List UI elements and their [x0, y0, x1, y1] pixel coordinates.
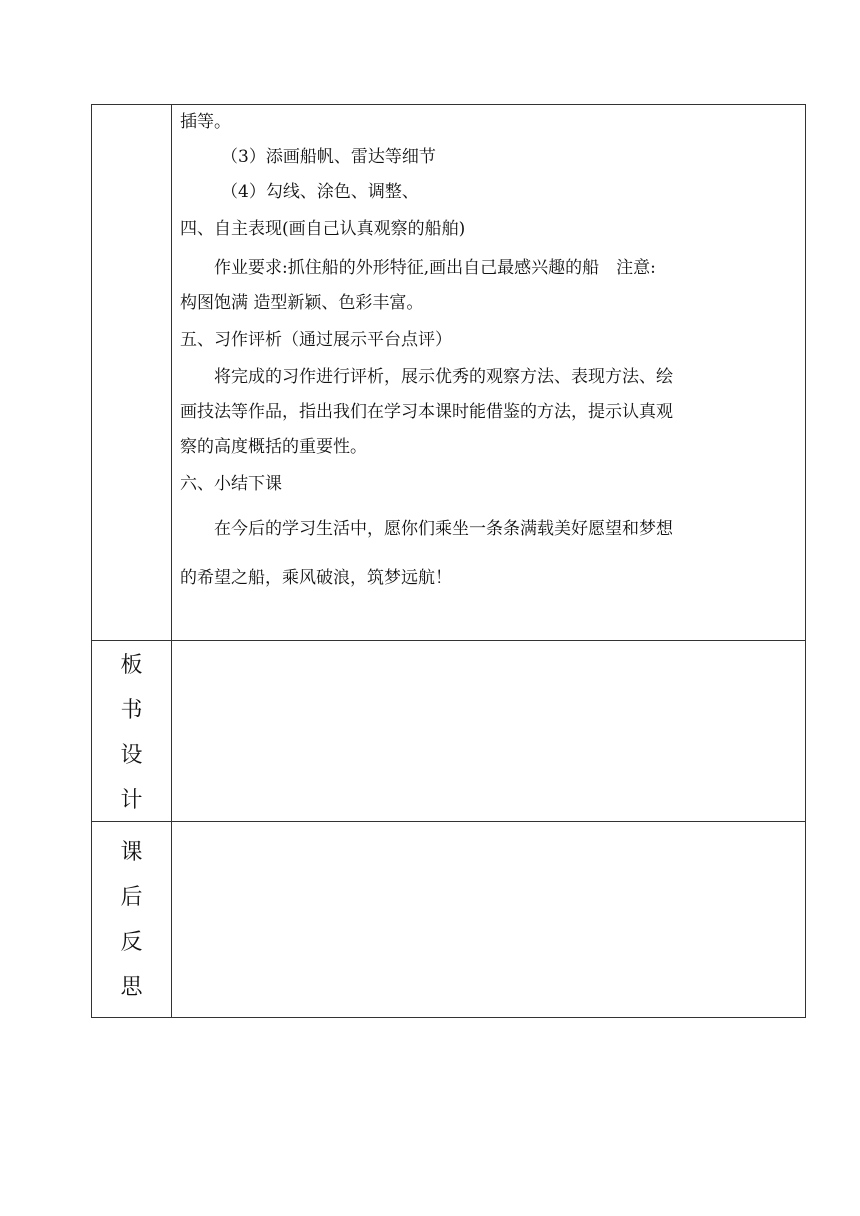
label-char: 计 — [120, 788, 143, 813]
content-line: 在今后的学习生活中，愿你们乘坐一条条满载美好愿望和梦想 — [214, 519, 673, 539]
content-line: 的希望之船，乘风破浪，筑梦远航！ — [180, 568, 452, 588]
section-heading-6: 六、小结下课 — [180, 474, 282, 494]
content-line: 画技法等作品，指出我们在学习本课时能借鉴的方法，提示认真观 — [180, 402, 673, 422]
content-line: 插等。 — [180, 112, 231, 132]
label-char: 板 — [120, 653, 143, 678]
label-char: 思 — [120, 975, 143, 1000]
content-line: 察的高度概括的重要性。 — [180, 437, 367, 457]
lesson-plan-table — [91, 104, 806, 1018]
content-line: （4）勾线、涂色、调整、 — [221, 182, 419, 202]
row-divider-board — [92, 640, 805, 641]
label-char: 设 — [120, 743, 143, 768]
reflection-label — [92, 830, 171, 1010]
label-char: 书 — [120, 698, 143, 723]
content-line: 作业要求:抓住船的外形特征,画出自己最感兴趣的船 注意: — [214, 258, 656, 278]
content-line: 构图饱满 造型新颖、色彩丰富。 — [180, 293, 424, 313]
content-line: （3）添画船帆、雷达等细节 — [221, 147, 436, 167]
row-divider-reflection — [92, 821, 805, 822]
label-char: 反 — [120, 930, 143, 955]
section-heading-5: 五、习作评析（通过展示平台点评） — [180, 330, 452, 350]
board-design-label — [92, 643, 171, 823]
label-char: 后 — [120, 885, 143, 910]
label-char: 课 — [120, 840, 143, 865]
content-line: 将完成的习作进行评析，展示优秀的观察方法、表现方法、绘 — [214, 367, 673, 387]
section-heading-4: 四、自主表现(画自己认真观察的船舶) — [180, 219, 466, 239]
column-divider — [171, 105, 172, 1017]
